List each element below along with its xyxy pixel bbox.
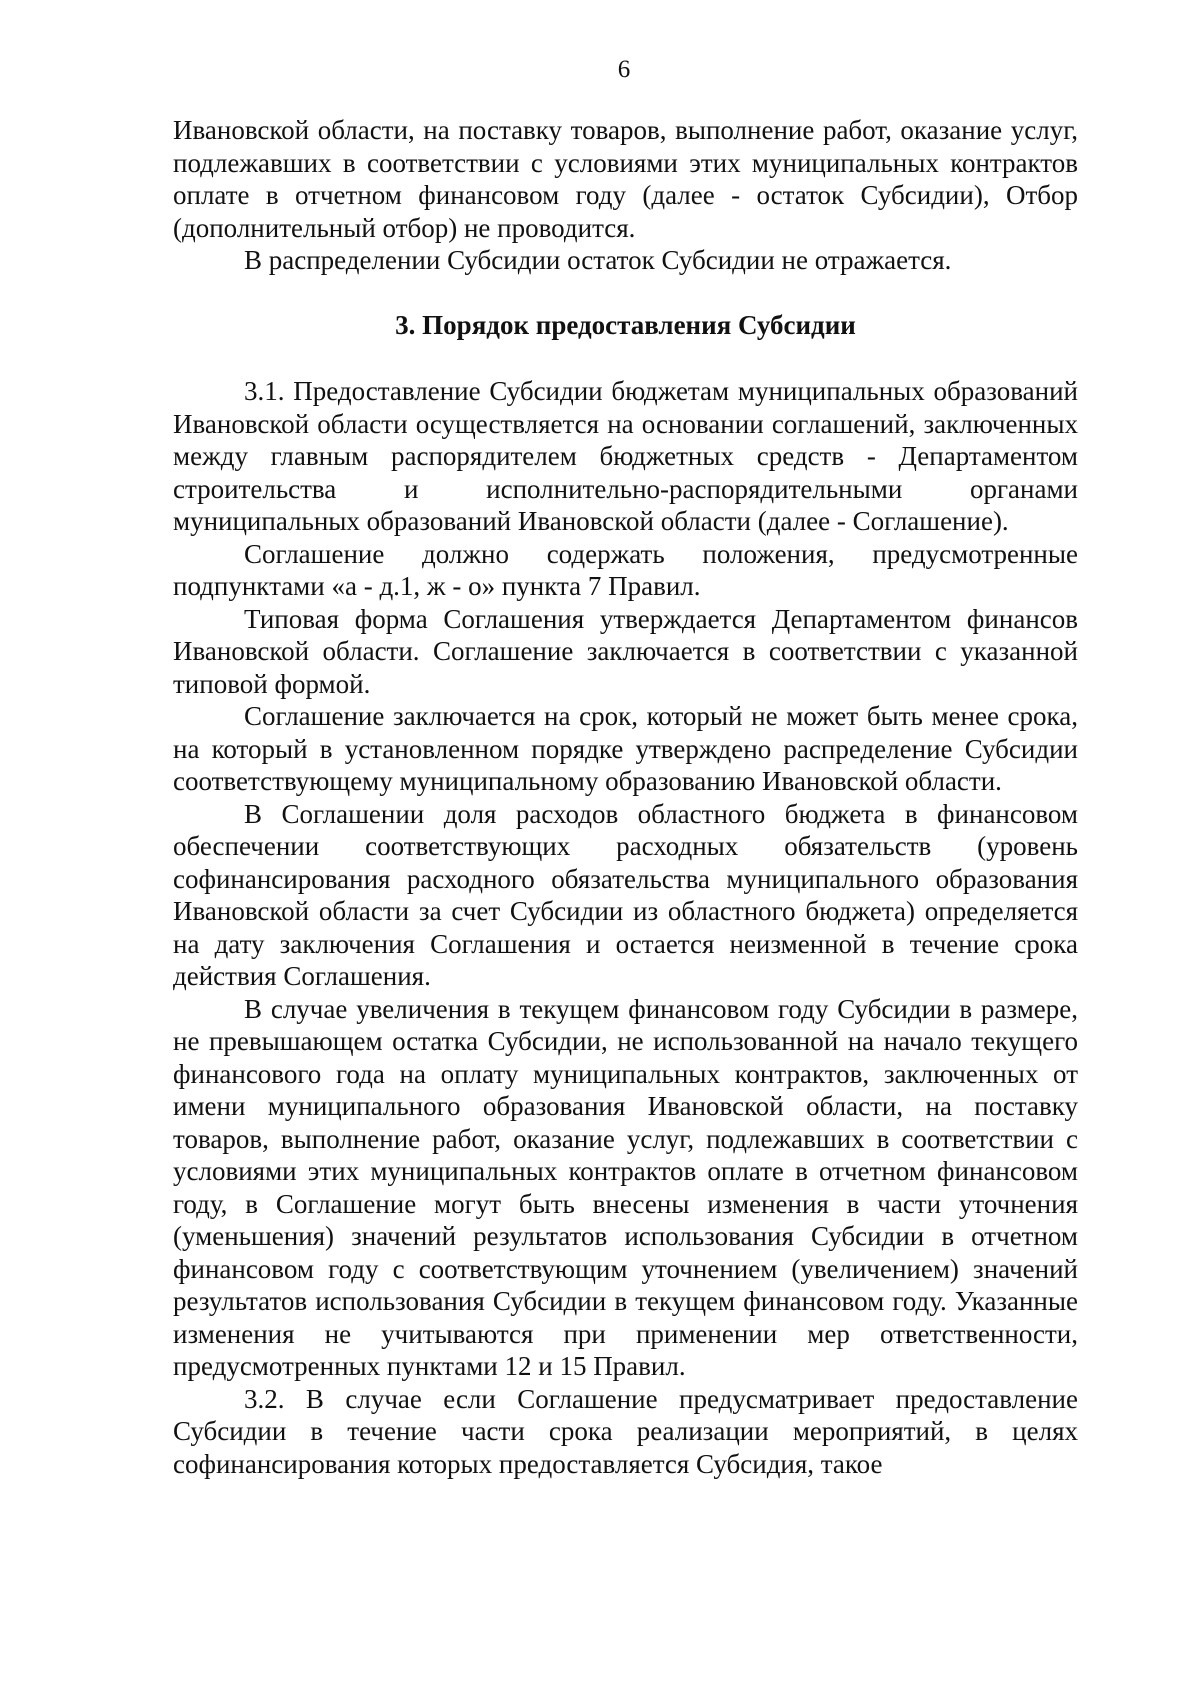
paragraph-cofinancing-share: В Соглашении доля расходов областного бюджета в финансовом обеспечении соответствующих расходных обязательств (уровень софинансирования расходного обязательства муниципального образования Ивановской области за счет Субсидии из областного бюджета) определяется на дату заключения Соглашения и остается неизменной в течение срока действия Соглашения.	[173, 798, 1078, 991]
paragraph-subsidy-increase: В случае увеличения в текущем финансовом году Субсидии в размере, не превышающем остатка Субсидии, не использованной на начало текущего финансового года на оплату муниципальных контрактов, заключенных от имени муниципального образования Ивановской области, на поставку товаров, выполнение работ, оказание услуг, подлежавших в соответствии с условиями этих муниципальных контрактов оплате в отчетном финансовом году, в Соглашение могут быть внесены изменения в части уточнения (уменьшения) значений результатов использования Субсидии в отчетном финансовом году с соответствующим уточнением (увеличением) значений результатов использования Субсидии в текущем финансовом году. Указанные изменения не учитываются при применении мер ответственности, предусмотренных пунктами 12 и 15 Правил.	[173, 993, 1078, 1381]
paragraph-distribution-note: В распределении Субсидии остаток Субсидии не отражается.	[244, 245, 952, 275]
paragraph-continuation: Ивановской области, на поставку товаров, выполнение работ, оказание услуг, подлежавших в соответствии с условиями этих муниципальных контрактов оплате в отчетном финансовом году (далее - остаток Субсидии), Отбор (дополнительный отбор) не проводится.	[173, 115, 1078, 243]
document-body	[173, 114, 1078, 1480]
paragraph-standard-form: Типовая форма Соглашения утверждается Департаментом финансов Ивановской области. Соглашение заключается в соответствии с указанной типовой формой.	[173, 603, 1078, 699]
page-number: 6	[617, 56, 631, 83]
paragraph-agreement-term: Соглашение заключается на срок, который не может быть менее срока, на который в установленном порядке утверждено распределение Субсидии соответствующему муниципальному образованию Ивановской области.	[173, 701, 1078, 796]
paragraph-agreement-content: Соглашение должно содержать положения, предусмотренные подпунктами «а - д.1, ж - о» пункта 7 Правил.	[173, 538, 1078, 601]
section-heading: 3. Порядок предоставления Субсидии	[395, 309, 856, 340]
paragraph-3-1: 3.1. Предоставление Субсидии бюджетам муниципальных образований Ивановской области осуществляется на основании соглашений, заключенных между главным распорядителем бюджетных средств - Департаментом строительства и исполнительно-распорядительными органами муниципальных образований Ивановской области (далее - Соглашение).	[173, 376, 1078, 536]
paragraph-3-2: 3.2. В случае если Соглашение предусматривает предоставление Субсидии в течение части срока реализации мероприятий, в целях софинансирования которых предоставляется Субсидия, такое	[173, 1383, 1078, 1479]
